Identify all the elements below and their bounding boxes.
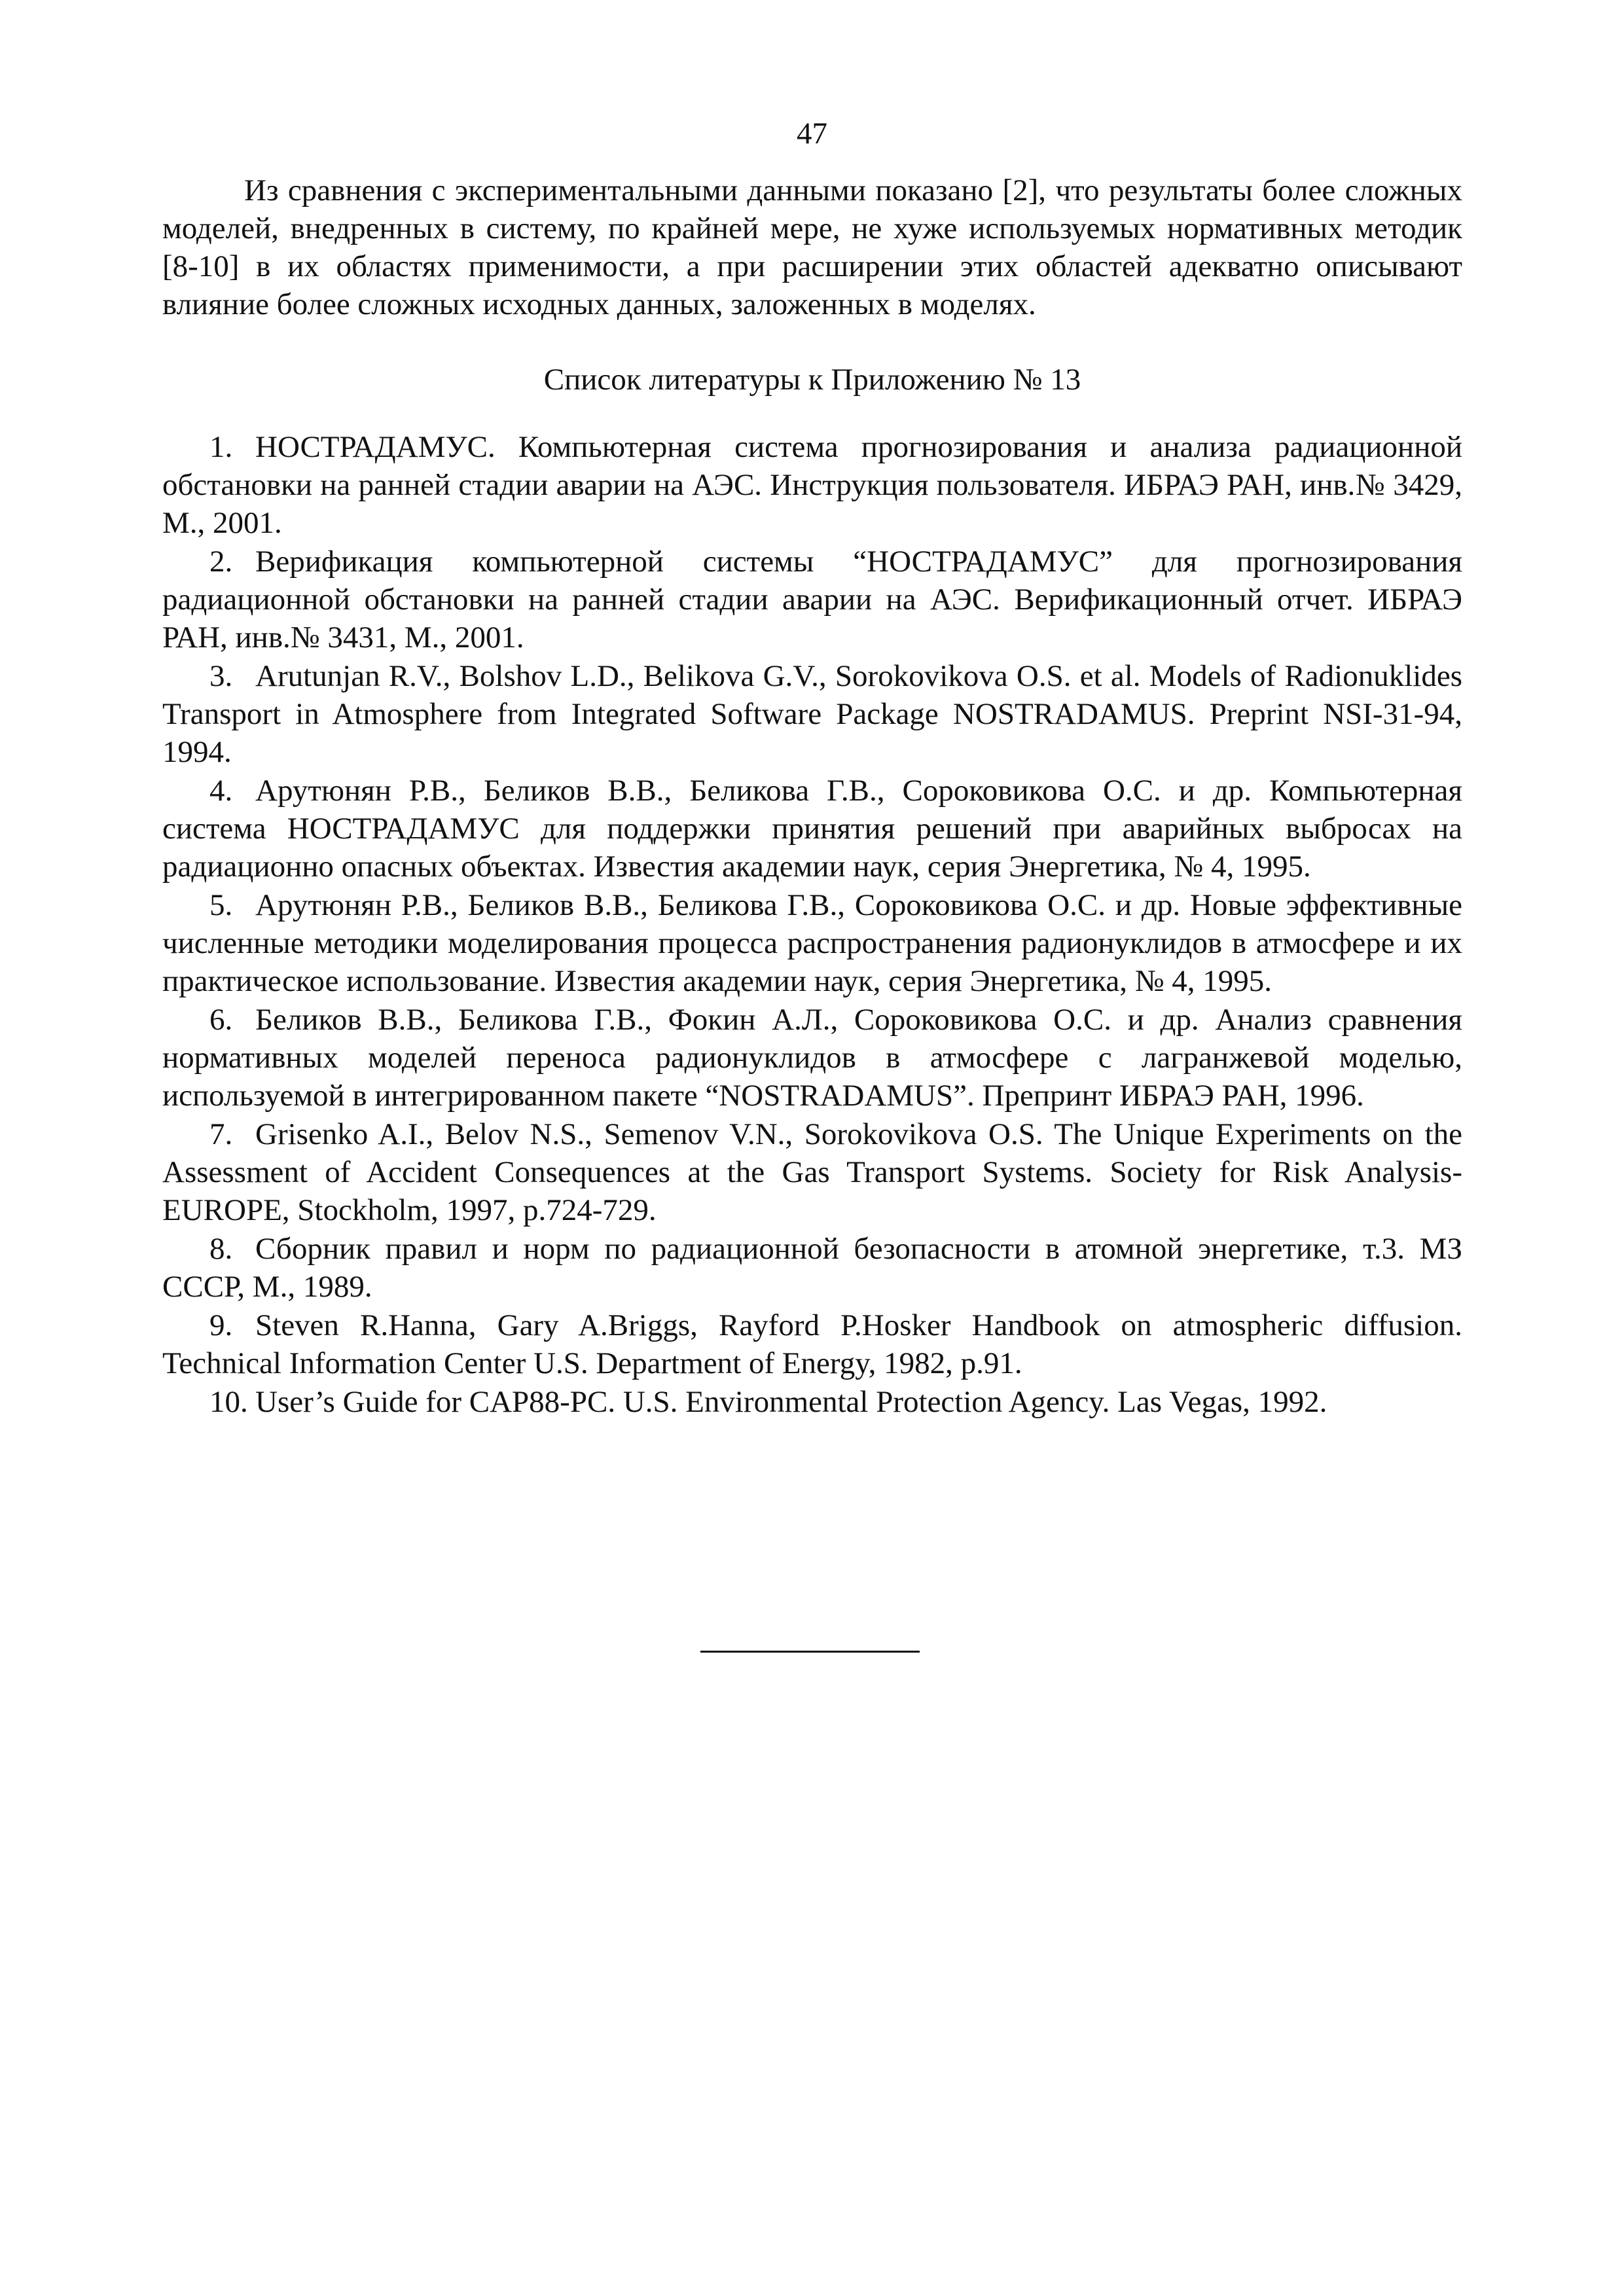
page-content xyxy=(162,171,1462,1422)
end-divider-line xyxy=(700,1651,920,1653)
reference-number: 6. xyxy=(209,1003,233,1037)
reference-text: User’s Guide for CAP88-PC. U.S. Environmental Protection Agency. Las Vegas, 1992. xyxy=(255,1385,1327,1419)
reference-item xyxy=(162,1115,1462,1229)
reference-number: 2. xyxy=(209,545,233,579)
reference-item xyxy=(162,1230,1462,1306)
reference-text: Арутюнян Р.В., Беликов В.В., Беликова Г.В., Сороковикова О.С. и др. Компьютерная система НОСТРАДАМУС для поддержки принятия решений при аварийных выбросах на радиационно опасных объектах. Известия академии наук, серия Энергетика, № 4, 1995. xyxy=(162,774,1462,884)
reference-number: 7. xyxy=(209,1117,233,1151)
reference-list xyxy=(162,428,1462,1421)
reference-item xyxy=(162,1383,1462,1421)
reference-text: Верификация компьютерной системы “НОСТРАДАМУС” для прогнозирования радиационной обстановки на ранней стадии аварии на АЭС. Верификационный отчет. ИБРАЭ РАН, инв.№ 3431, М., 2001. xyxy=(162,545,1462,655)
reference-text: Steven R.Hanna, Gary A.Briggs, Rayford P.Hosker Handbook on atmospheric diffusion. Technical Information Center U.S. Department of Energy, 1982, p.91. xyxy=(162,1308,1462,1380)
reference-item xyxy=(162,1001,1462,1115)
reference-item xyxy=(162,772,1462,886)
reference-item xyxy=(162,657,1462,771)
references-heading: Список литературы к Приложению № 13 xyxy=(543,363,1081,397)
reference-number: 1. xyxy=(209,430,233,464)
reference-text: НОСТРАДАМУС. Компьютерная система прогнозирования и анализа радиационной обстановки на ранней стадии аварии на АЭС. Инструкция пользователя. ИБРАЭ РАН, инв.№ 3429, М., 2001. xyxy=(162,430,1462,540)
reference-number: 10. xyxy=(209,1385,248,1419)
reference-item xyxy=(162,428,1462,542)
reference-item xyxy=(162,886,1462,1000)
reference-number: 5. xyxy=(209,888,233,922)
reference-item xyxy=(162,543,1462,656)
reference-text: Арутюнян Р.В., Беликов В.В., Беликова Г.В., Сороковикова О.С. и др. Новые эффективные численные методики моделирования процесса распространения радионуклидов в атмосфере и их практическое использование. Известия академии наук, серия Энергетика, № 4, 1995. xyxy=(162,888,1462,998)
reference-text: Arutunjan R.V., Bolshov L.D., Belikova G.V., Sorokovikova O.S. et al. Models of Radionuklides Transport in Atmosphere from Integrated Software Package NOSTRADAMUS. Preprint NSI-31-94, 1994. xyxy=(162,659,1462,769)
reference-text: Сборник правил и норм по радиационной безопасности в атомной энергетике, т.3. МЗ СССР, М., 1989. xyxy=(162,1232,1462,1304)
reference-number: 8. xyxy=(209,1232,233,1266)
reference-item xyxy=(162,1306,1462,1382)
reference-number: 4. xyxy=(209,774,233,808)
reference-number: 9. xyxy=(209,1308,233,1342)
reference-text: Беликов В.В., Беликова Г.В., Фокин А.Л., Сороковикова О.С. и др. Анализ сравнения нормативных моделей переноса радионуклидов в атмосфере с лагранжевой моделью, используемой в интегрированном пакете “NOSTRADAMUS”. Препринт ИБРАЭ РАН, 1996. xyxy=(162,1003,1462,1113)
reference-number: 3. xyxy=(209,659,233,693)
reference-text: Grisenko A.I., Belov N.S., Semenov V.N., Sorokovikova O.S. The Unique Experiments on the Assessment of Accident Consequences at the Gas Transport Systems. Society for Risk Analysis-EUROPE, Stockholm, 1997, p.724-729. xyxy=(162,1117,1462,1227)
intro-paragraph: Из сравнения с экспериментальными данными показано [2], что результаты более сложных моделей, внедренных в систему, по крайней мере, не хуже используемых нормативных методик [8-10] в их областях применимости, а при расширении этих областей адекватно описывают влияние более сложных исходных данных, заложенных в моделях. xyxy=(162,173,1462,321)
page-number: 47 xyxy=(797,117,827,151)
